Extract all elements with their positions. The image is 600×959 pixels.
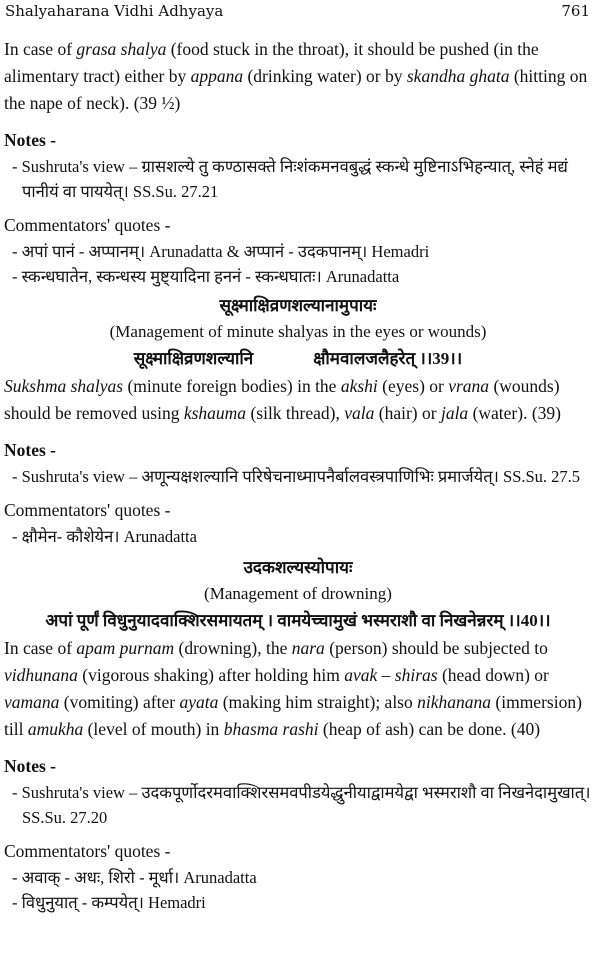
comment-line: - क्षौमेन- कौशेयेन। Arunadatta bbox=[12, 527, 197, 546]
term: jala bbox=[440, 403, 469, 423]
text-run: (wounds) should be removed using bbox=[4, 376, 560, 423]
notes-heading: Notes - bbox=[4, 440, 56, 460]
section-title-sanskrit: उदकशल्यस्योपायः bbox=[243, 558, 353, 577]
text-run: (heap of ash) can be done. (40) bbox=[318, 719, 541, 739]
note-line: - Sushruta's view – उदकपूर्णोदरमवाक्शिरसमवपीडयेद्धुनीयाद्वामयेद्वा भस्मराशौ वा निखनेदामुखात्। bbox=[12, 783, 591, 802]
section-title-english: (Management of drowning) bbox=[204, 584, 392, 603]
page-header bbox=[5, 2, 590, 24]
text-run: In case of bbox=[4, 638, 77, 658]
note-line: SS.Su. 27.20 bbox=[22, 808, 108, 827]
page-body bbox=[4, 36, 592, 915]
term: apam purnam bbox=[76, 638, 175, 658]
text-run: (hitting on the nape of neck). (39 ½) bbox=[4, 66, 588, 113]
text-run: (level of mouth) in bbox=[83, 719, 224, 739]
text-run: (vigorous shaking) after holding him bbox=[77, 665, 345, 685]
verse: अपां पूर्णं विधुनुयादवाक्शिरसमायतम् । वामयेच्चामुखं भस्मराशौ वा निखनेन्नरम् ।।40।। bbox=[45, 611, 551, 630]
text-run: In case of bbox=[4, 39, 77, 59]
section-title-english: (Management of minute shalyas in the eyes or wounds) bbox=[109, 322, 487, 341]
text-run: (hair) or bbox=[374, 403, 441, 423]
text-run: (food stuck in the throat), it should be pushed (in the alimentary tract) either by bbox=[4, 39, 539, 86]
text-run: (minute foreign bodies) in the bbox=[123, 376, 341, 396]
commentators-heading: Commentators' quotes - bbox=[4, 841, 171, 861]
text-run: (making him straight); also bbox=[218, 692, 418, 712]
running-title: Shalyaharana Vidhi Adhyaya bbox=[5, 2, 224, 20]
term: bhasma rashi bbox=[223, 719, 319, 739]
notes-heading: Notes - bbox=[4, 756, 56, 776]
paragraph-sukshma-shalya bbox=[4, 373, 592, 427]
page-number: 761 bbox=[561, 2, 590, 20]
term: grasa shalya bbox=[76, 39, 167, 59]
verse-part: क्षौमवालजलैहरेत् ।।39।। bbox=[313, 349, 463, 368]
text-run: (eyes) or bbox=[377, 376, 449, 396]
term: akshi bbox=[340, 376, 378, 396]
term: kshauma bbox=[183, 403, 247, 423]
comment-line: - स्कन्धघातेन, स्कन्धस्य मुष्ट्यादिना हननं - स्कन्धघातः। Arunadatta bbox=[12, 267, 400, 286]
comment-line: - अपां पानं - अप्पानम्। Arunadatta & अप्पानं - उदकपानम्। Hemadri bbox=[12, 242, 430, 261]
term: vala bbox=[344, 403, 375, 423]
notes-heading: Notes - bbox=[4, 130, 56, 150]
term: nara bbox=[291, 638, 325, 658]
term: vrana bbox=[448, 376, 490, 396]
section-title-sanskrit: सूक्ष्माक्षिव्रणशल्यानामुपायः bbox=[219, 296, 377, 315]
term: amukha bbox=[27, 719, 84, 739]
comment-line: - विधुनुयात् - कम्पयेत्। Hemadri bbox=[12, 893, 206, 912]
verse bbox=[4, 345, 592, 373]
text-run: (vomiting) after bbox=[59, 692, 180, 712]
note-line: पानीयं वा पाययेत्। SS.Su. 27.21 bbox=[22, 182, 219, 201]
text-run: (drinking water) or by bbox=[243, 66, 407, 86]
term: appana bbox=[190, 66, 244, 86]
commentators-heading: Commentators' quotes - bbox=[4, 500, 171, 520]
term: vidhunana bbox=[4, 665, 78, 685]
term: skandha ghata bbox=[406, 66, 510, 86]
verse-part: सूक्ष्माक्षिव्रणशल्यानि bbox=[133, 349, 254, 368]
comment-line: - अवाक् - अधः, शिरो - मूर्धा। Arunadatta bbox=[12, 868, 257, 887]
note-line: - Sushruta's view – ग्रासशल्ये तु कण्ठासक्ते निःशंकमनवबुद्धं स्कन्धे मुष्टिनाऽभिहन्यात्, स्नेहं मद्यं bbox=[12, 157, 568, 176]
text-run: (drowning), the bbox=[174, 638, 292, 658]
term: nikhanana bbox=[417, 692, 492, 712]
text-run: (immersion) till bbox=[4, 692, 582, 739]
term: avak – shiras bbox=[344, 665, 438, 685]
note-line: - Sushruta's view – अणून्यक्षशल्यानि परिषेचनाध्मापनैर्बालवस्त्रपाणिभिः प्रमार्जयेत्। SS.Su. 27.5 bbox=[12, 467, 581, 486]
text-run: (person) should be subjected to bbox=[324, 638, 548, 658]
commentators-heading: Commentators' quotes - bbox=[4, 215, 171, 235]
text-run: (silk thread), bbox=[246, 403, 345, 423]
paragraph-grasa-shalya bbox=[4, 36, 592, 117]
term: vamana bbox=[4, 692, 60, 712]
text-run: (water). (39) bbox=[468, 403, 561, 423]
text-run: (head down) or bbox=[437, 665, 549, 685]
paragraph-drowning bbox=[4, 635, 592, 743]
term: Sukshma shalyas bbox=[4, 376, 124, 396]
term: ayata bbox=[179, 692, 219, 712]
